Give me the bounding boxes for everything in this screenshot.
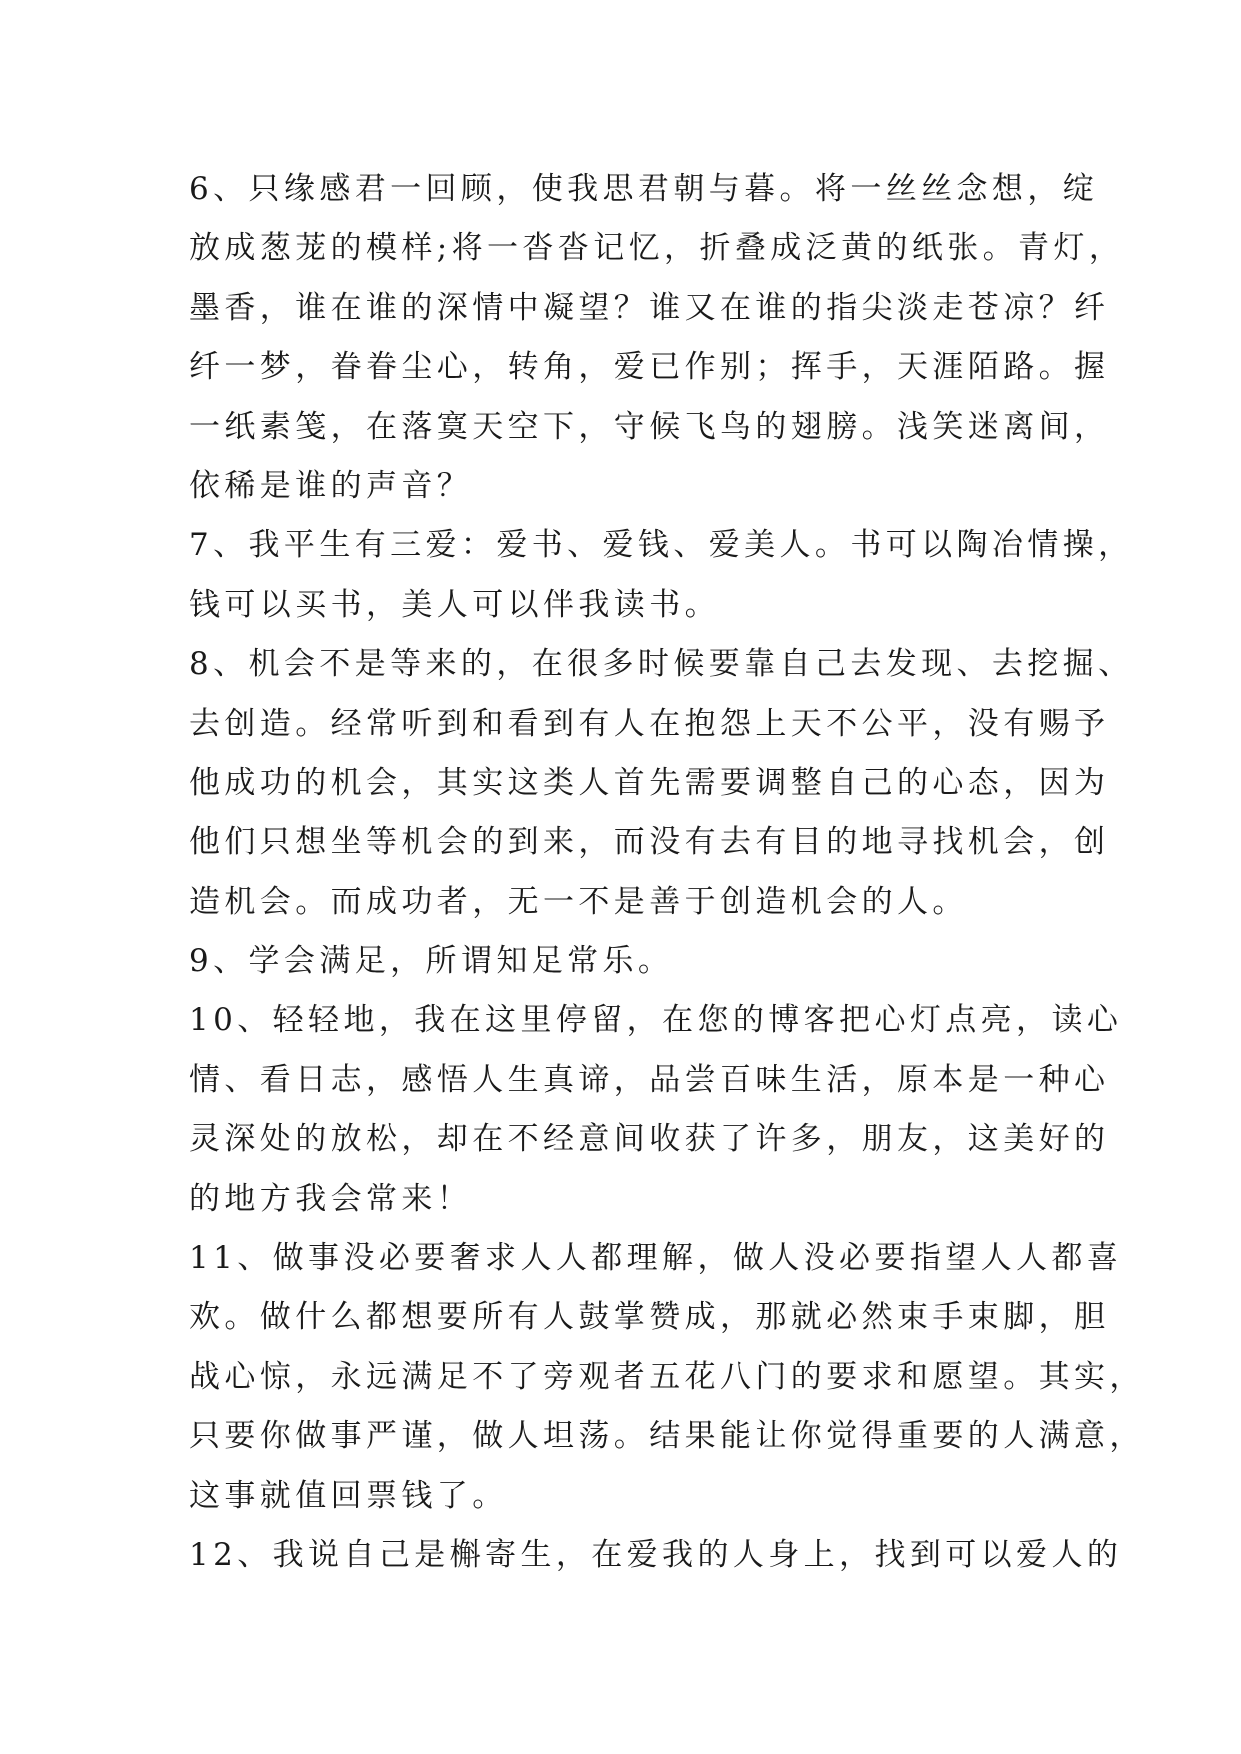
text-line: 欢。做什么都想要所有人鼓掌赞成，那就必然束手束脚，胆	[189, 1299, 1110, 1336]
text-line: 的地方我会常来！	[189, 1180, 473, 1217]
text-line: 去创造。经常听到和看到有人在抱怨上天不公平，没有赐予	[189, 705, 1110, 742]
text-line: 12、我说自己是槲寄生，在爱我的人身上，找到可以爱人的	[189, 1536, 1123, 1573]
text-line: 一纸素笺，在落寞天空下，守候飞鸟的翅膀。浅笑迷离间，	[189, 408, 1110, 445]
text-line: 钱可以买书，美人可以伴我读书。	[189, 586, 720, 623]
text-line: 墨香，谁在谁的深情中凝望？谁又在谁的指尖淡走苍凉？纤	[189, 289, 1110, 326]
text-line: 纤一梦，眷眷尘心，转角，爱已作别；挥手，天涯陌路。握	[189, 349, 1110, 386]
text-line: 放成葱茏的模样;将一沓沓记忆，折叠成泛黄的纸张。青灯，	[189, 230, 1125, 267]
text-line: 战心惊，永远满足不了旁观者五花八门的要求和愿望。其实，	[189, 1358, 1145, 1395]
text-line: 他们只想坐等机会的到来，而没有去有目的地寻找机会，创	[189, 824, 1110, 861]
text-line: 造机会。而成功者，无一不是善于创造机会的人。	[189, 883, 968, 920]
text-line: 8、机会不是等来的，在很多时候要靠自己去发现、去挖掘、	[189, 646, 1134, 683]
text-line: 这事就值回票钱了。	[189, 1477, 508, 1514]
text-line: 依稀是谁的声音？	[189, 467, 473, 504]
text-line: 灵深处的放松，却在不经意间收获了许多，朋友，这美好的	[189, 1121, 1110, 1158]
document-body	[189, 160, 1145, 1585]
text-line: 10、轻轻地，我在这里停留，在您的博客把心灯点亮，读心	[189, 1002, 1123, 1039]
text-line: 11、做事没必要奢求人人都理解，做人没必要指望人人都喜	[189, 1240, 1123, 1277]
text-line: 只要你做事严谨，做人坦荡。结果能让你觉得重要的人满意，	[189, 1418, 1145, 1455]
text-line: 情、看日志，感悟人生真谛，品尝百味生活，原本是一种心	[189, 1061, 1110, 1098]
text-line: 9、学会满足，所谓知足常乐。	[189, 943, 674, 980]
text-line: 6、只缘感君一回顾，使我思君朝与暮。将一丝丝念想，绽	[189, 171, 1099, 207]
text-line: 他成功的机会，其实这类人首先需要调整自己的心态，因为	[189, 764, 1110, 801]
text-line: 7、我平生有三爱：爱书、爱钱、爱美人。书可以陶冶情操，	[189, 527, 1134, 564]
